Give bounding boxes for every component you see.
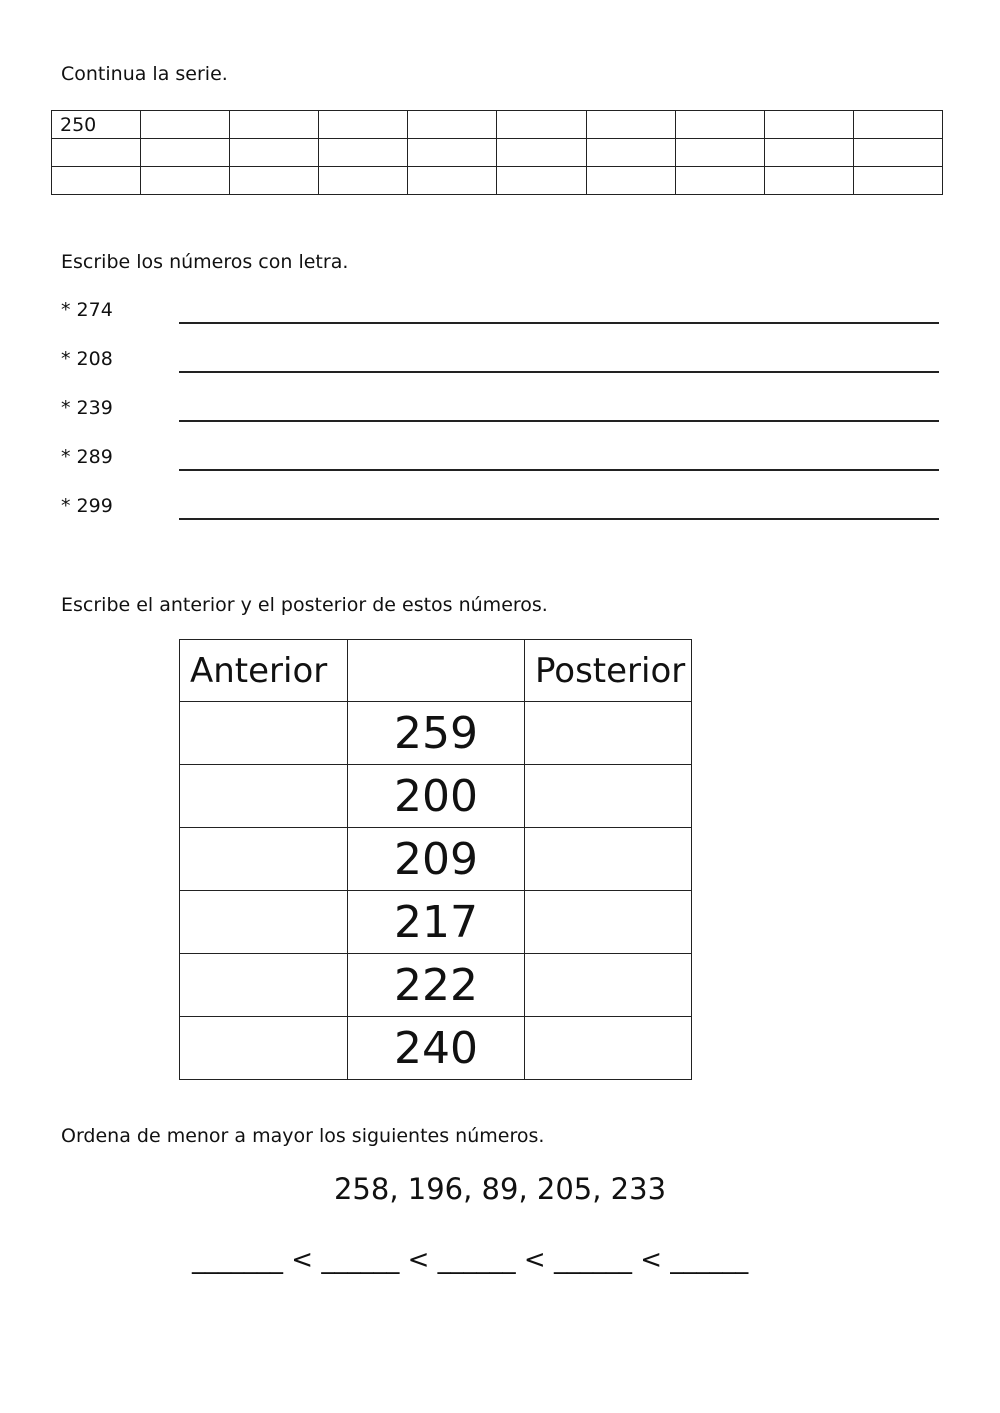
- prev-next-table: [179, 639, 692, 1080]
- series-cell-blank[interactable]: [141, 111, 230, 139]
- series-cell-blank[interactable]: [497, 139, 586, 167]
- anterior-cell[interactable]: [180, 1017, 348, 1080]
- header-middle: [348, 640, 525, 702]
- word-item-number: * 274: [61, 299, 113, 321]
- series-cell-blank[interactable]: [52, 167, 141, 195]
- series-cell-blank[interactable]: [230, 139, 319, 167]
- series-cell-blank[interactable]: [853, 167, 942, 195]
- order-answer-blanks[interactable]: _______ < ______ < ______ < ______ < ______: [192, 1245, 749, 1275]
- prev-next-row: [180, 702, 692, 765]
- prev-next-row: [180, 828, 692, 891]
- series-cell-blank[interactable]: [319, 167, 408, 195]
- anterior-cell[interactable]: [180, 891, 348, 954]
- words-instruction: Escribe los números con letra.: [61, 251, 349, 273]
- prev-next-row: [180, 954, 692, 1017]
- order-instruction: Ordena de menor a mayor los siguientes números.: [61, 1125, 545, 1147]
- answer-line[interactable]: [179, 371, 939, 373]
- series-table: [51, 110, 943, 195]
- header-posterior: Posterior: [525, 640, 692, 702]
- series-cell-blank[interactable]: [230, 111, 319, 139]
- posterior-cell[interactable]: [525, 1017, 692, 1080]
- word-item: [61, 347, 941, 377]
- series-row: [52, 139, 943, 167]
- series-cell-blank[interactable]: [319, 139, 408, 167]
- series-cell-blank[interactable]: [408, 139, 497, 167]
- word-item-number: * 239: [61, 397, 113, 419]
- answer-line[interactable]: [179, 469, 939, 471]
- posterior-cell[interactable]: [525, 765, 692, 828]
- posterior-cell[interactable]: [525, 891, 692, 954]
- anterior-cell[interactable]: [180, 828, 348, 891]
- number-cell: 222: [348, 954, 525, 1017]
- series-cell-blank[interactable]: [141, 167, 230, 195]
- word-item-number: * 289: [61, 446, 113, 468]
- series-cell-blank[interactable]: [408, 167, 497, 195]
- prev-next-row: [180, 1017, 692, 1080]
- series-cell-blank[interactable]: [586, 139, 675, 167]
- number-cell: 200: [348, 765, 525, 828]
- series-row: [52, 111, 943, 139]
- series-cell-blank[interactable]: [319, 111, 408, 139]
- series-cell-blank[interactable]: [675, 111, 764, 139]
- series-cell-blank[interactable]: [586, 111, 675, 139]
- word-item: [61, 445, 941, 475]
- series-cell-blank[interactable]: [675, 167, 764, 195]
- series-cell-blank[interactable]: [764, 167, 853, 195]
- series-cell-blank[interactable]: [764, 139, 853, 167]
- series-row: [52, 167, 943, 195]
- series-cell-blank[interactable]: [853, 139, 942, 167]
- anterior-cell[interactable]: [180, 954, 348, 1017]
- answer-line[interactable]: [179, 322, 939, 324]
- series-cell-blank[interactable]: [675, 139, 764, 167]
- series-cell-value: 250: [52, 111, 141, 139]
- word-item-number: * 208: [61, 348, 113, 370]
- order-numbers: 258, 196, 89, 205, 233: [333, 1172, 667, 1206]
- header-anterior: Anterior: [180, 640, 348, 702]
- series-cell-blank[interactable]: [52, 139, 141, 167]
- word-item-number: * 299: [61, 495, 113, 517]
- word-item: [61, 298, 941, 328]
- posterior-cell[interactable]: [525, 828, 692, 891]
- prev-next-row: [180, 765, 692, 828]
- number-cell: 217: [348, 891, 525, 954]
- series-cell-blank[interactable]: [764, 111, 853, 139]
- prev-next-row: [180, 891, 692, 954]
- word-item: [61, 396, 941, 426]
- series-cell-blank[interactable]: [853, 111, 942, 139]
- series-cell-blank[interactable]: [497, 167, 586, 195]
- posterior-cell[interactable]: [525, 954, 692, 1017]
- posterior-cell[interactable]: [525, 702, 692, 765]
- word-item: [61, 494, 941, 524]
- prev-next-instruction: Escribe el anterior y el posterior de estos números.: [61, 594, 548, 616]
- series-instruction: Continua la serie.: [61, 63, 228, 85]
- answer-line[interactable]: [179, 518, 939, 520]
- series-cell-blank[interactable]: [497, 111, 586, 139]
- series-cell-blank[interactable]: [586, 167, 675, 195]
- series-cell-blank[interactable]: [141, 139, 230, 167]
- number-cell: 240: [348, 1017, 525, 1080]
- answer-line[interactable]: [179, 420, 939, 422]
- series-cell-blank[interactable]: [230, 167, 319, 195]
- anterior-cell[interactable]: [180, 765, 348, 828]
- number-cell: 259: [348, 702, 525, 765]
- anterior-cell[interactable]: [180, 702, 348, 765]
- series-cell-blank[interactable]: [408, 111, 497, 139]
- number-cell: 209: [348, 828, 525, 891]
